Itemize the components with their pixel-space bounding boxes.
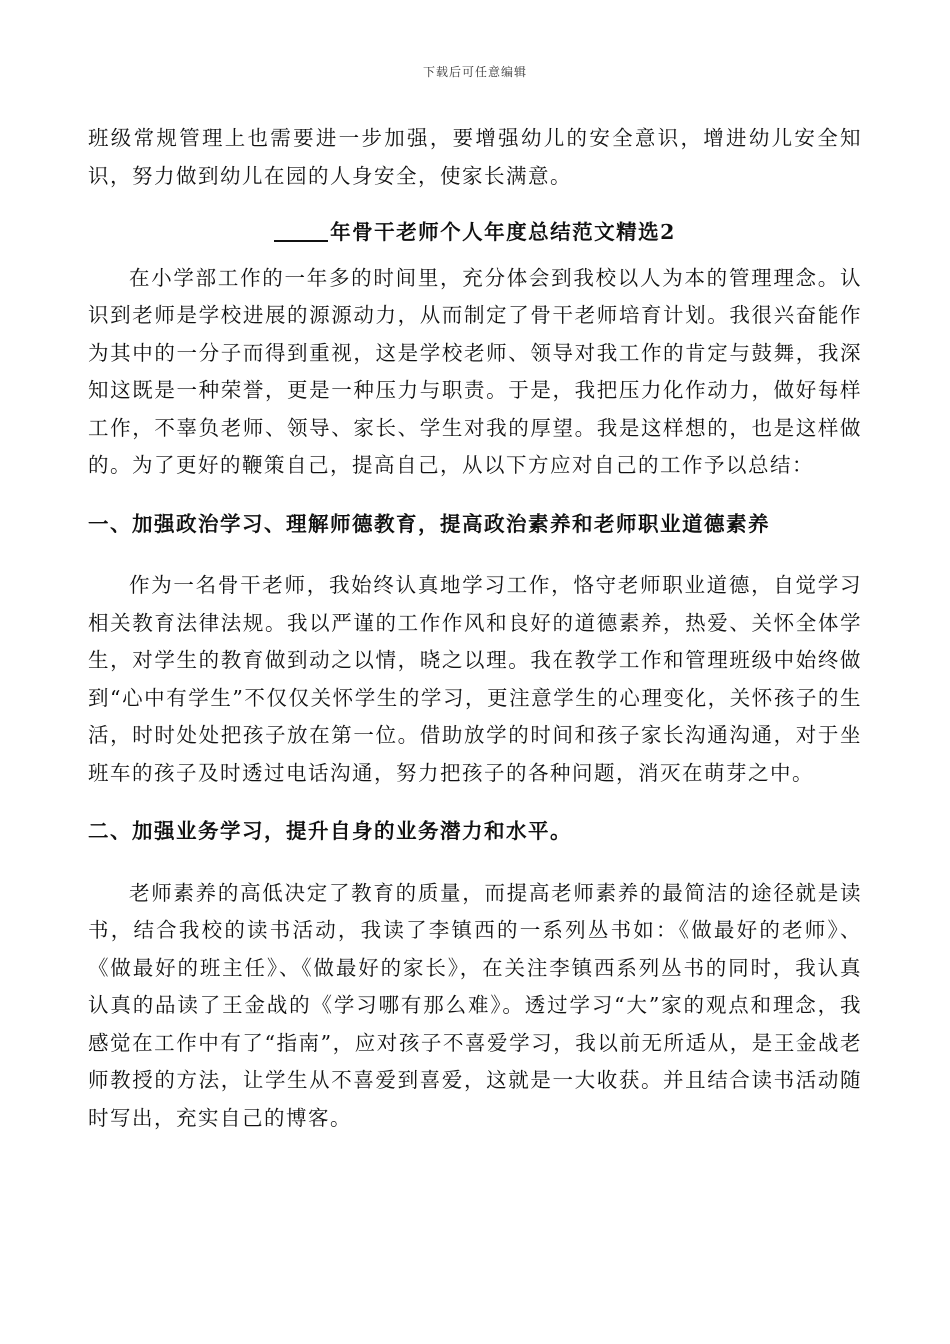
paragraph-section-2: 老师素养的高低决定了教育的质量，而提高老师素养的最简洁的途径就是读书，结合我校的读书活动，我读了李镇西的一系列丛书如：《做最好的老师》、《做最好的班主任》、《做最好的家长》，在关注李镇西系列丛书的同时，我认真认真的品读了王金战的《学习哪有那么难》。透过学习“大”家的观点和理念，我感觉在工作中有了“指南”，应对孩子不喜爱学习，我以前无所适从，是王金战老师教授的方法，让学生从不喜爱到喜爱，这就是一大收获。并且结合读书活动随时写出，充实自己的博客。 xyxy=(88,880,862,1130)
section-heading-1: 一、加强政治学习、理解师德教育，提高政治素养和老师职业道德素养 xyxy=(88,511,770,536)
title-text: 年骨干老师个人年度总结范文精选2 xyxy=(330,220,676,244)
paragraph-intro: 班级常规管理上也需要进一步加强，要增强幼儿的安全意识，增进幼儿安全知识，努力做到幼儿在园的人身安全，使家长满意。 xyxy=(88,126,862,188)
title-blank-line xyxy=(274,218,328,242)
page-header: 下载后可任意编辑 xyxy=(422,65,527,79)
paragraph-overview: 在小学部工作的一年多的时间里，充分体会到我校以人为本的管理理念。认识到老师是学校进展的源源动力，从而制定了骨干老师培育计划。我很兴奋能作为其中的一分子而得到重视，这是学校老师、领导对我工作的肯定与鼓舞，我深知这既是一种荣誉，更是一种压力与职责。于是，我把压力化作动力，做好每样工作，不辜负老师、领导、家长、学生对我的厚望。我是这样想的，也是这样做的。为了更好的鞭策自己，提高自己，从以下方应对自己的工作予以总结： xyxy=(88,265,862,477)
document-body xyxy=(88,120,862,1137)
section-heading-2: 二、加强业务学习，提升自身的业务潜力和水平。 xyxy=(88,819,572,843)
paragraph-section-1: 作为一名骨干老师，我始终认真地学习工作，恪守老师职业道德，自觉学习相关教育法律法规。我以严谨的工作作风和良好的道德素养，热爱、关怀全体学生，对学生的教育做到动之以情，晓之以理。我在教学工作和管理班级中始终做到“心中有学生”不仅仅关怀学生的学习，更注意学生的心理变化，关怀孩子的生活，时时处处把孩子放在第一位。借助放学的时间和孩子家长沟通沟通，对于坐班车的孩子及时透过电话沟通，努力把孩子的各种问题，消灭在萌芽之中。 xyxy=(88,573,862,785)
document-title xyxy=(88,214,862,252)
